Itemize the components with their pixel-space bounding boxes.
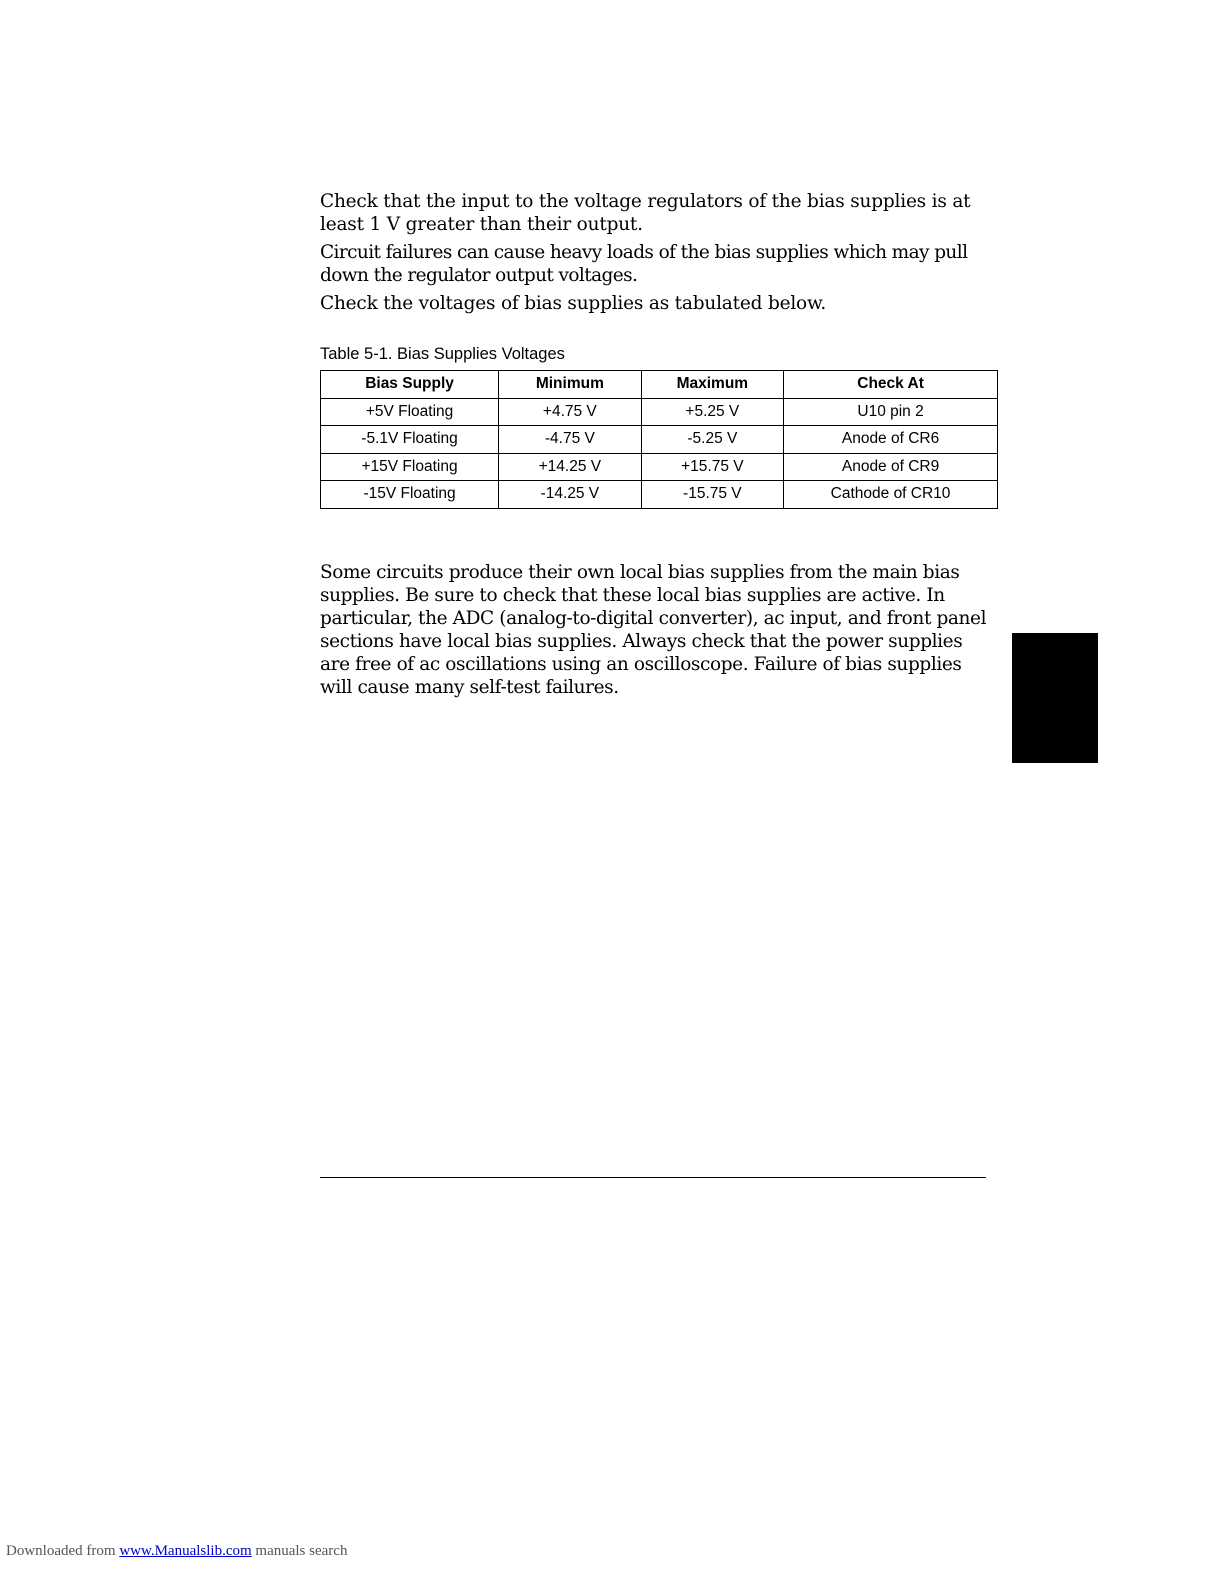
paragraph-circuit-failures: Circuit failures can cause heavy loads of the bias supplies which may pull down the regulator output voltages. [320,242,968,286]
table-row [321,398,998,426]
paragraph-regulator-input: Check that the input to the voltage regulators of the bias supplies is at least 1 V greater than their output. [320,191,971,235]
cell-check-at: Anode of CR6 [784,426,998,454]
cell-maximum: +5.25 V [641,398,784,426]
footer-suffix: manuals search [255,1543,348,1559]
paragraph-local-bias-supplies: Some circuits produce their own local bias supplies from the main bias supplies. Be sure to check that these local bias supplies are active. In particular, the ADC (analog-to-digital converter), ac input, and front panel sections have local bias supplies. Always check that the power supplies are free of ac oscillations using an oscilloscope. Failure of bias supplies will cause many self-test failures. [320,561,987,698]
header-bias-supply: Bias Supply [321,371,499,399]
cell-bias-supply: +5V Floating [321,398,499,426]
cell-bias-supply: -5.1V Floating [321,426,499,454]
cell-minimum: -14.25 V [499,481,641,509]
table-caption: Table 5-1. Bias Supplies Voltages [320,345,565,363]
header-maximum: Maximum [641,371,784,399]
cell-minimum: -4.75 V [499,426,641,454]
bias-supplies-table [320,370,998,509]
cell-maximum: -15.75 V [641,481,784,509]
manualslib-link[interactable]: www.Manualslib.com [119,1543,252,1559]
page-content [320,190,990,704]
chapter-thumb-tab [1012,633,1098,763]
cell-minimum: +4.75 V [499,398,641,426]
header-check-at: Check At [784,371,998,399]
cell-check-at: Anode of CR9 [784,453,998,481]
cell-bias-supply: +15V Floating [321,453,499,481]
cell-maximum: -5.25 V [641,426,784,454]
header-minimum: Minimum [499,371,641,399]
table-header-row [321,371,998,399]
cell-check-at: Cathode of CR10 [784,481,998,509]
cell-check-at: U10 pin 2 [784,398,998,426]
cell-bias-supply: -15V Floating [321,481,499,509]
table-row [321,426,998,454]
table-row [321,481,998,509]
cell-maximum: +15.75 V [641,453,784,481]
table-row [321,453,998,481]
cell-minimum: +14.25 V [499,453,641,481]
download-footer [6,1543,347,1560]
footer-prefix: Downloaded from [6,1543,116,1559]
footer-rule [320,1177,986,1178]
paragraph-check-voltages: Check the voltages of bias supplies as tabulated below. [320,293,827,314]
